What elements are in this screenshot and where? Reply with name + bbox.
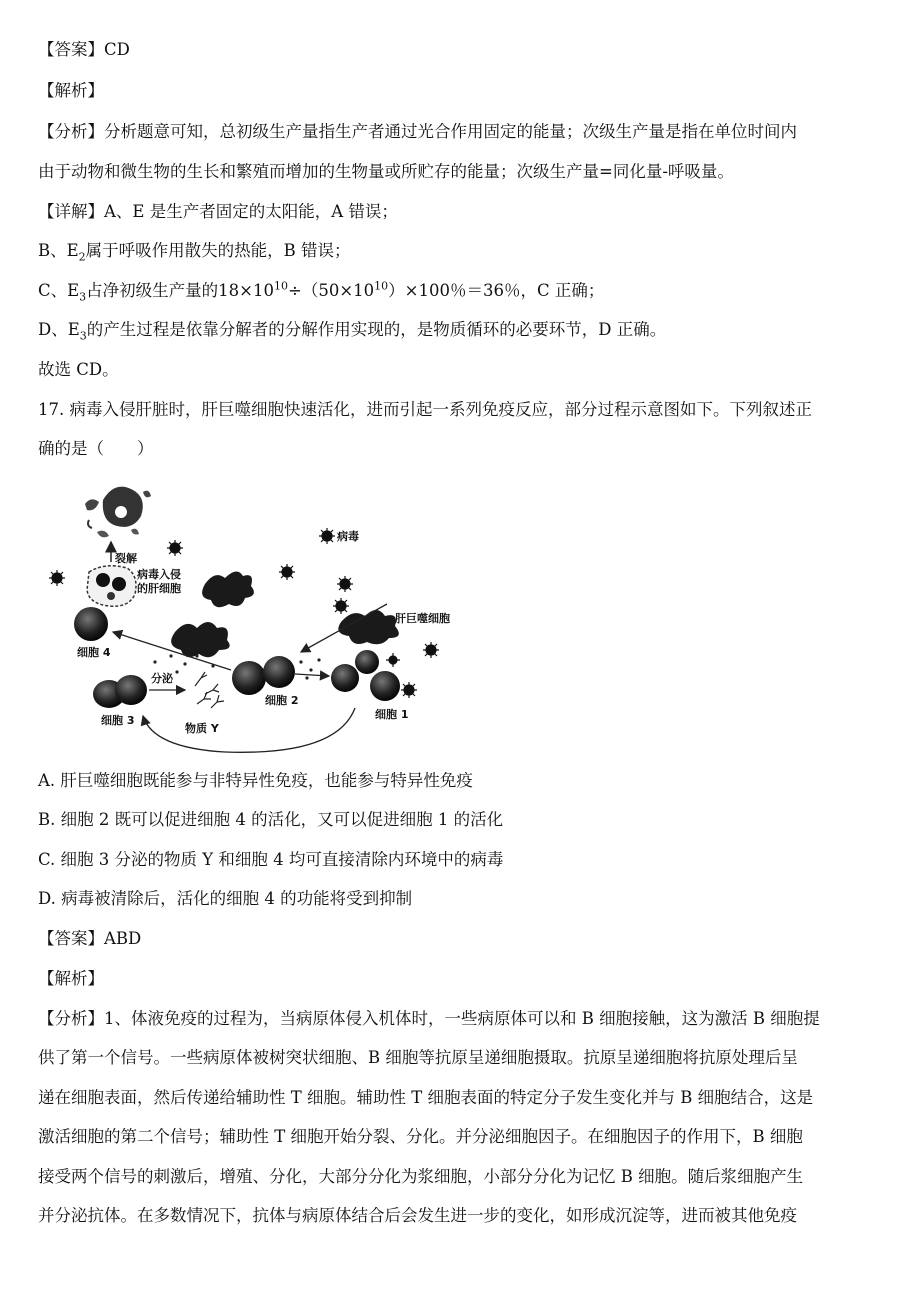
- cell-4: [74, 607, 108, 641]
- option-d: D. 病毒被清除后，活化的细胞 4 的功能将受到抑制: [38, 889, 413, 908]
- analysis-text-line: 【分析】1、体液免疫的过程为，当病原体侵入机体时，一些病原体可以和 B 细胞接触，这为激活 B 细胞提: [38, 1009, 820, 1028]
- question-stem-line: 17. 病毒入侵肝脏时，肝巨噬细胞快速活化，进而引起一系列免疫反应，部分过程示意图如下。下列叙述正: [38, 400, 812, 419]
- analysis-text-line: 递在细胞表面，然后传递给辅助性 T 细胞。辅助性 T 细胞表面的特定分子发生变化并与 B 细胞结合，这是: [38, 1088, 814, 1107]
- superscript: 10: [274, 279, 288, 293]
- label-virus: 病毒: [337, 530, 359, 543]
- analysis-text-line: 并分泌抗体。在多数情况下，抗体与病原体结合后会发生进一步的变化，如形成沉淀等，进而被其他免疫: [38, 1206, 797, 1225]
- label-substance-y: 物质 Y: [185, 722, 219, 735]
- detail-text: ）×100％＝36％，C 正确；: [388, 281, 605, 300]
- cell-1: [355, 650, 379, 674]
- label-lysis: 裂解: [115, 552, 137, 565]
- subscript: 2: [78, 250, 86, 264]
- detail-text: C、E: [38, 281, 80, 300]
- label-cell3: 细胞 3: [101, 714, 135, 727]
- answer-line: 【答案】CD: [38, 40, 130, 59]
- detail-text: 的产生过程是依靠分解者的分解作用实现的，是物质循环的必要环节，D 正确。: [86, 320, 667, 339]
- label-cell4: 细胞 4: [77, 646, 111, 659]
- option-b: B. 细胞 2 既可以促进细胞 4 的活化，又可以促进细胞 1 的活化: [38, 810, 504, 829]
- analysis-text-line: 激活细胞的第二个信号；辅助性 T 细胞开始分裂、分化。并分泌细胞因子。在细胞因子的作用下，B 细胞: [38, 1127, 803, 1146]
- detail-c-line: [38, 279, 870, 303]
- cell-2: [232, 661, 266, 695]
- detail-d-line: [38, 318, 870, 342]
- label-infected-cell: 病毒入侵: [137, 568, 181, 581]
- detail-text: D、E: [38, 320, 80, 339]
- label-secrete: 分泌: [151, 672, 173, 685]
- analysis-text-line: 接受两个信号的刺激后，增殖、分化，大部分分化为浆细胞，小部分分化为记忆 B 细胞。随后浆细胞产生: [38, 1167, 804, 1186]
- conclusion-line: 故选 CD。: [38, 360, 119, 379]
- cell-1: [370, 671, 400, 701]
- analysis-text-line: 由于动物和微生物的生长和繁殖而增加的生物量或所贮存的能量；次级生产量=同化量-呼吸量。: [38, 162, 734, 181]
- analysis-text-line: 【分析】分析题意可知，总初级生产量指生产者通过光合作用固定的能量；次级生产量是指在单位时间内: [38, 122, 797, 141]
- lysed-cell-fragments: [85, 487, 151, 538]
- answer-line: 【答案】ABD: [38, 929, 142, 948]
- detail-text: B、E: [38, 241, 79, 260]
- detail-text: 占净初级生产量的18×10: [86, 281, 274, 300]
- subscript: 3: [79, 329, 87, 343]
- detail-b-line: [38, 239, 870, 263]
- analysis-label: 【解析】: [38, 81, 104, 100]
- label-cell2: 细胞 2: [265, 694, 299, 707]
- substance-y-antibody: [195, 672, 224, 708]
- detail-a-line: 【详解】A、E 是生产者固定的太阳能，A 错误；: [38, 202, 398, 221]
- infected-liver-cell: [87, 566, 136, 607]
- analysis-label: 【解析】: [38, 969, 104, 988]
- cell-3: [93, 675, 147, 708]
- subscript: 3: [79, 290, 87, 304]
- detail-text: ÷（50×10: [288, 281, 375, 300]
- detail-text: 属于呼吸作用散失的热能，B 错误；: [85, 241, 351, 260]
- label-infected-cell: 的肝细胞: [137, 582, 181, 595]
- option-a: A. 肝巨噬细胞既能参与非特异性免疫，也能参与特异性免疫: [38, 771, 473, 790]
- cell-2: [263, 656, 295, 688]
- label-cell1: 细胞 1: [375, 708, 409, 721]
- macrophage-shape: [171, 571, 399, 657]
- label-macrophage: 肝巨噬细胞: [395, 612, 450, 625]
- analysis-text-line: 供了第一个信号。一些病原体被树突状细胞、B 细胞等抗原呈递细胞摄取。抗原呈递细胞将抗原处理后呈: [38, 1048, 798, 1067]
- immune-response-diagram: [45, 472, 465, 762]
- option-c: C. 细胞 3 分泌的物质 Y 和细胞 4 均可直接清除内环境中的病毒: [38, 850, 504, 869]
- superscript: 10: [374, 279, 389, 293]
- cell-1: [331, 664, 359, 692]
- question-stem-line: 确的是（ ）: [38, 439, 154, 458]
